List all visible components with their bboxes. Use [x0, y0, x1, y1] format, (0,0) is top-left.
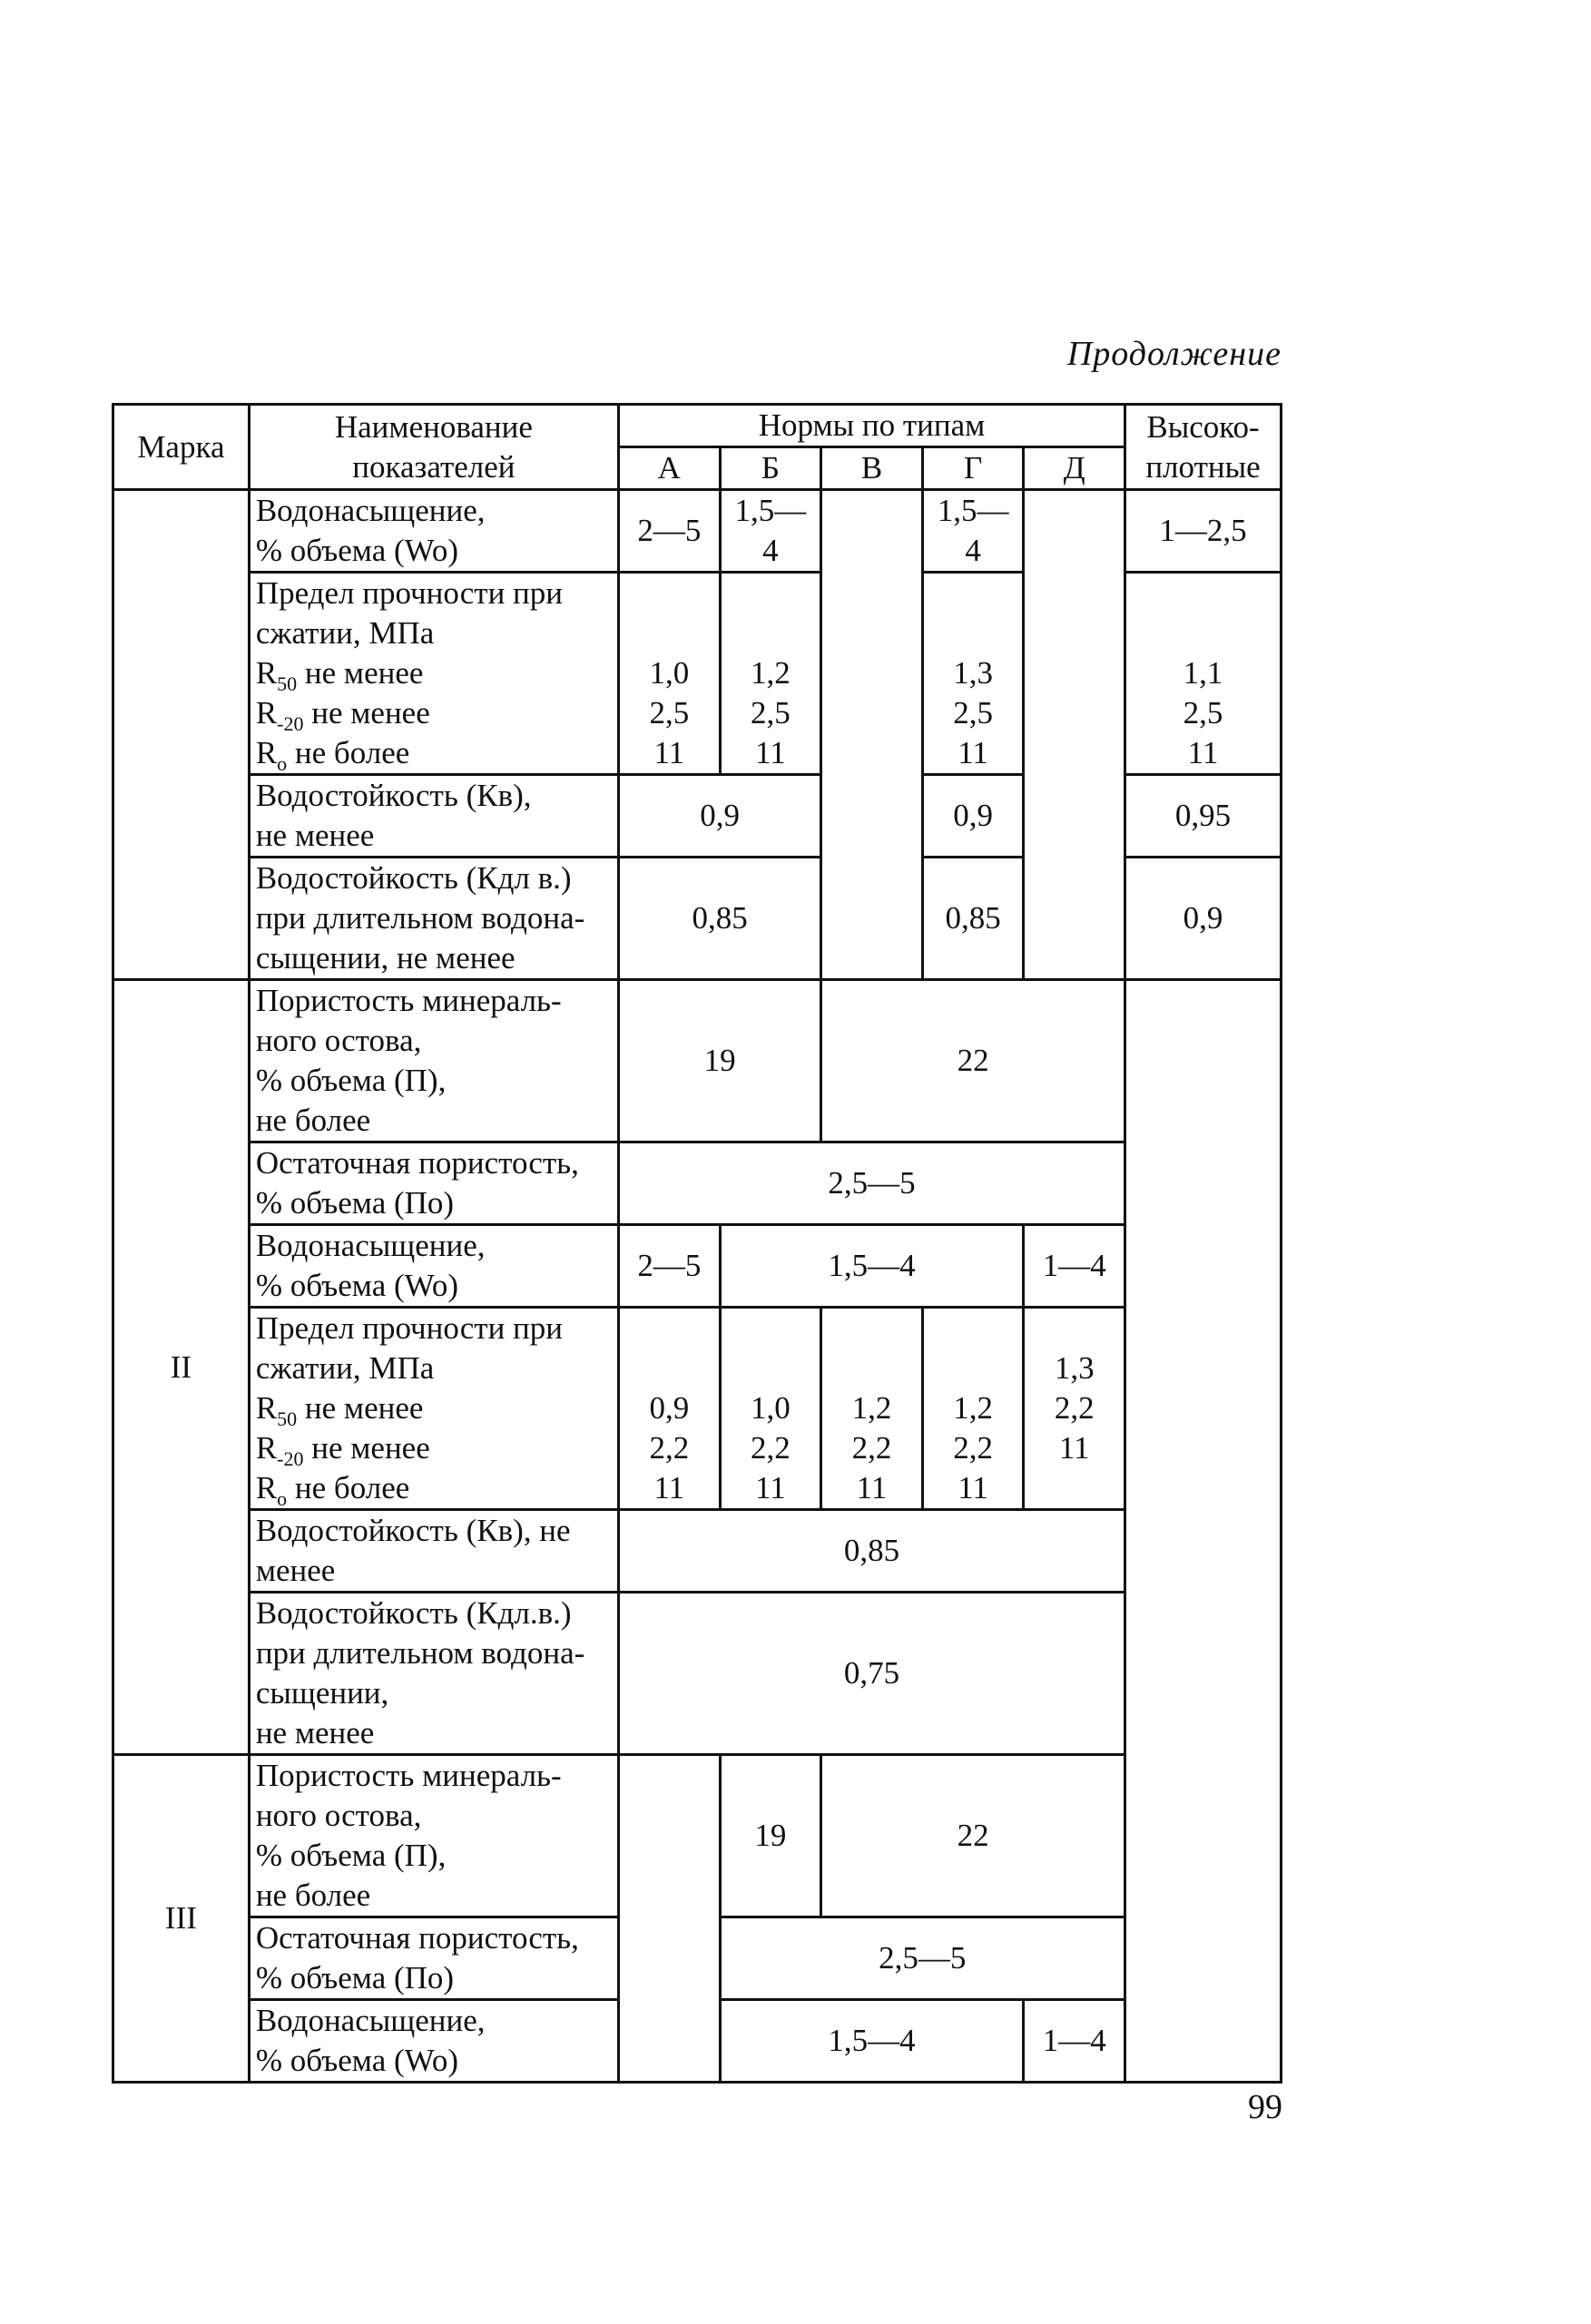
value-cell: 1,2 2,5 11	[720, 573, 821, 775]
value-cell: 1,3 2,2 11	[1024, 1308, 1125, 1510]
type-a: А	[619, 447, 721, 490]
dense-header: Высоко- плотные	[1125, 405, 1281, 490]
value-cell: 19	[619, 980, 821, 1142]
value-cell: 1,2 2,2 11	[922, 1308, 1024, 1510]
grade-cell-ii: II	[113, 980, 250, 1755]
indicator-long-water-resistance: Водостойкость (Кдл в.) при длительном водона- сыщении, не менее	[249, 858, 618, 980]
indicator-header: Наименование показателей	[249, 405, 618, 490]
table-row	[113, 1593, 1282, 1755]
value-cell: 0,75	[619, 1593, 1125, 1755]
indicator-water-resistance: Водостойкость (Кв), не менее	[249, 1510, 618, 1593]
grade-header: Марка	[113, 405, 250, 490]
type-v: В	[821, 447, 923, 490]
indicator-porosity: Пористость минераль- ного остова, % объема (П), не более	[249, 980, 618, 1142]
value-cell: 1,5—4	[720, 490, 821, 573]
value-cell: 1—4	[1024, 2000, 1125, 2083]
value-cell: 1,0 2,5 11	[619, 573, 721, 775]
indicator-water-resistance: Водостойкость (Кв), не менее	[249, 775, 618, 858]
value-cell: 0,85	[619, 858, 821, 980]
value-cell: 2,5—5	[720, 1917, 1125, 2000]
value-cell: 0,95	[1125, 775, 1281, 858]
value-cell: 2,5—5	[619, 1142, 1125, 1225]
table-row	[113, 490, 1282, 573]
table-row	[113, 1308, 1282, 1510]
grade-cell-iii: III	[113, 1755, 250, 2083]
value-cell: 1,0 2,2 11	[720, 1308, 821, 1510]
empty-cell	[821, 490, 923, 980]
header-row	[113, 405, 1282, 447]
norms-table	[112, 403, 1282, 2084]
table-row	[113, 1510, 1282, 1593]
value-cell: 0,85	[619, 1510, 1125, 1593]
indicator-water-saturation: Водонасыщение, % объема (Wo)	[249, 2000, 618, 2083]
value-cell: 1,2 2,2 11	[821, 1308, 923, 1510]
value-cell: 1,3 2,5 11	[922, 573, 1024, 775]
grade-cell-continued	[113, 490, 250, 980]
indicator-strength: Предел прочности при сжатии, МПа $R_{50}$ не менее $R_{-20}$ не менее $R_o$ не более	[249, 1308, 618, 1510]
type-g: Г	[922, 447, 1024, 490]
empty-cell	[1024, 490, 1125, 980]
table-row	[113, 1142, 1282, 1225]
type-d: Д	[1024, 447, 1125, 490]
indicator-long-water-resistance: Водостойкость (Кдл.в.) при длительном водона- сыщении, не менее	[249, 1593, 618, 1755]
norms-header: Нормы по типам	[619, 405, 1125, 447]
value-cell: 1—2,5	[1125, 490, 1281, 573]
value-cell: 22	[821, 980, 1125, 1142]
value-cell: 2—5	[619, 490, 721, 573]
value-cell: 1,5—4	[720, 1225, 1024, 1308]
table-row	[113, 980, 1282, 1142]
indicator-residual-porosity: Остаточная пористость, % объема (По)	[249, 1917, 618, 2000]
indicator-water-saturation: Водонасыщение, % объема (Wo)	[249, 490, 618, 573]
value-cell: 1,1 2,5 11	[1125, 573, 1281, 775]
table-row	[113, 1225, 1282, 1308]
indicator-residual-porosity: Остаточная пористость, % объема (По)	[249, 1142, 618, 1225]
indicator-water-saturation: Водонасыщение, % объема (Wo)	[249, 1225, 618, 1308]
value-cell: 22	[821, 1755, 1125, 1917]
indicator-porosity: Пористость минераль- ного остова, % объема (П), не более	[249, 1755, 618, 1917]
page-number: 99	[1248, 2088, 1282, 2126]
value-cell: 2—5	[619, 1225, 721, 1308]
value-cell: 0,9	[922, 775, 1024, 858]
empty-cell	[619, 1755, 721, 2083]
value-cell: 1—4	[1024, 1225, 1125, 1308]
indicator-strength: Предел прочности при сжатии, МПа $R_{50}$ не менее $R_{-20}$ не менее $R_o$ не более	[249, 573, 618, 775]
table-row	[113, 1755, 1282, 1917]
value-cell: 0,85	[922, 858, 1024, 980]
value-cell: 0,9	[619, 775, 821, 858]
continuation-label: Продолжение	[1066, 335, 1282, 373]
empty-cell	[1125, 980, 1281, 2083]
value-cell: 1,5—4	[720, 2000, 1024, 2083]
value-cell: 0,9 2,2 11	[619, 1308, 721, 1510]
type-b: Б	[720, 447, 821, 490]
value-cell: 1,5—4	[922, 490, 1024, 573]
value-cell: 19	[720, 1755, 821, 1917]
value-cell: 0,9	[1125, 858, 1281, 980]
